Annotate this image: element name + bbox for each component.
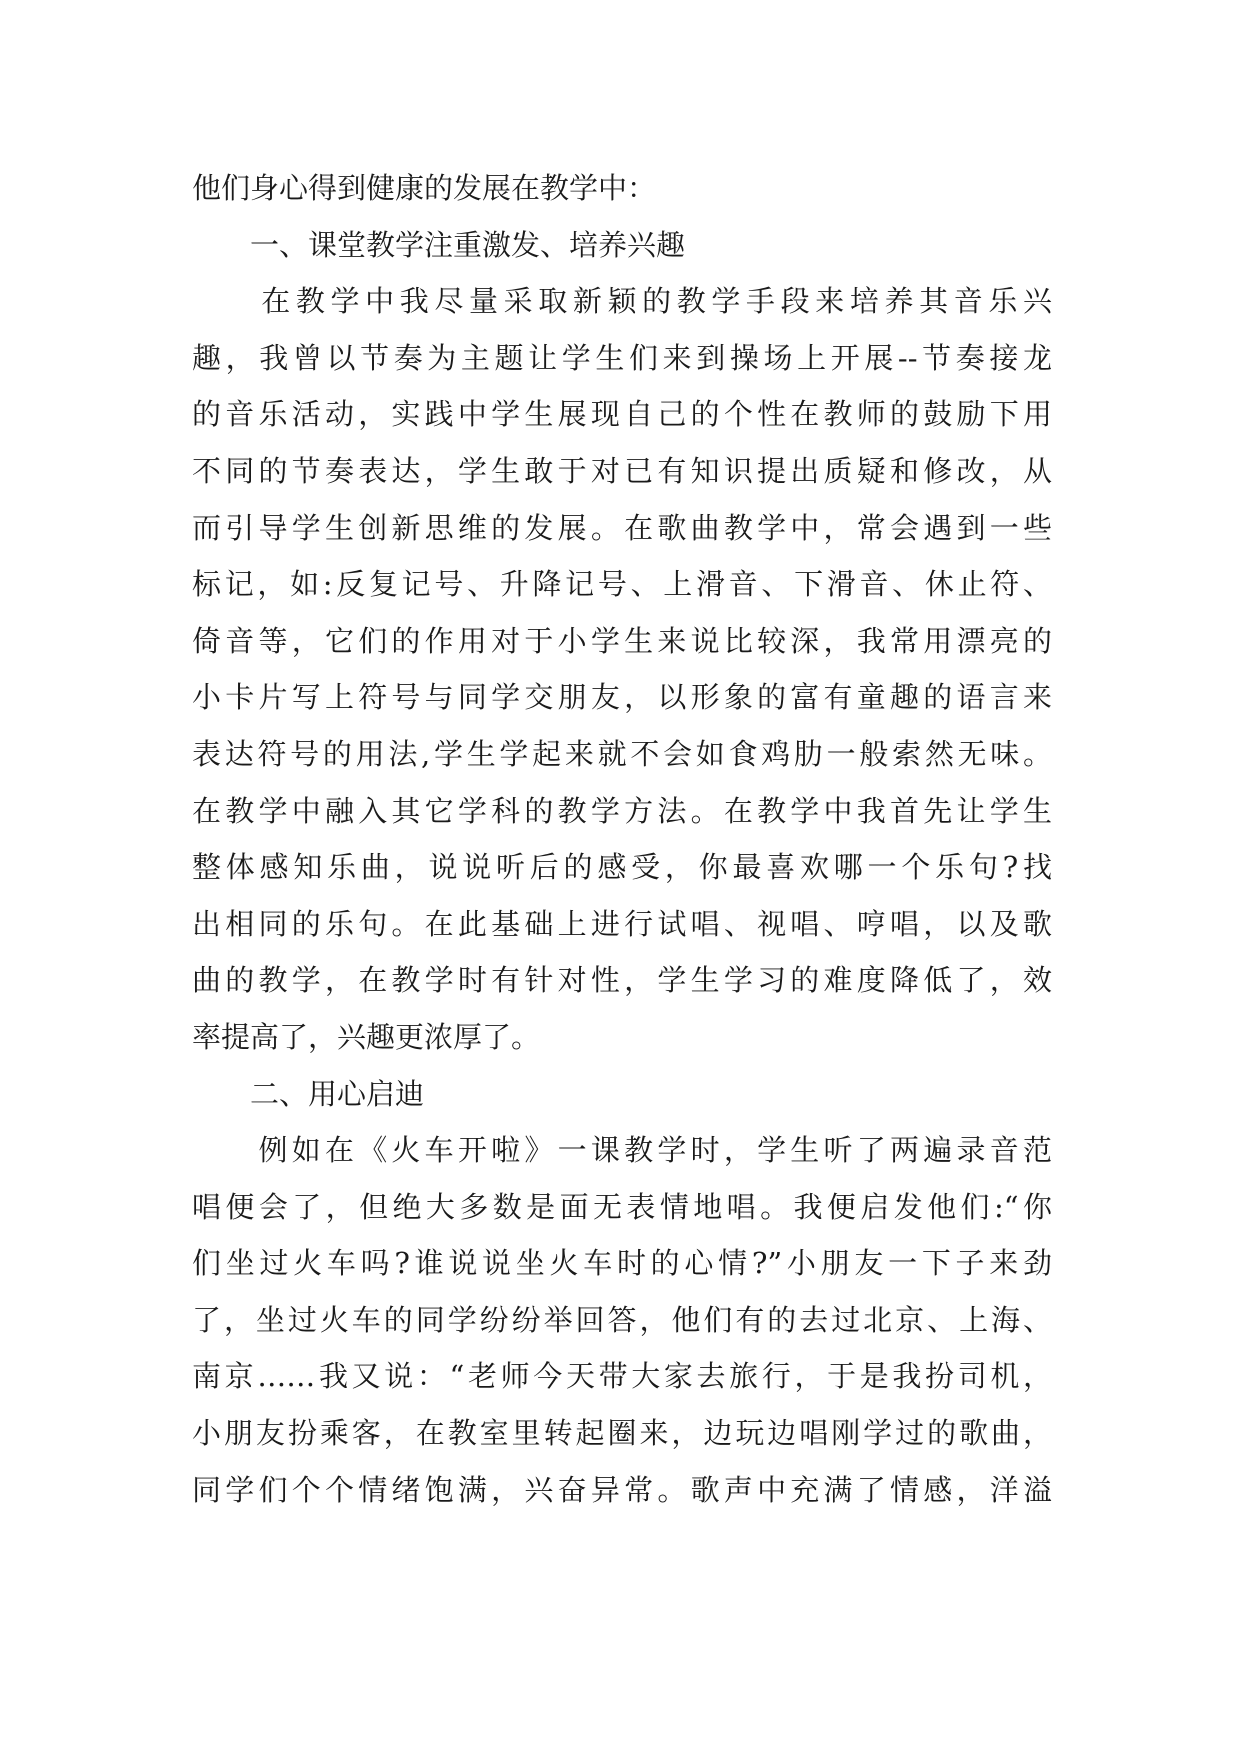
text-line: 小卡片写上符号与同学交朋友，以形象的富有童趣的语言来: [192, 680, 1052, 715]
text-line: 趣，我曾以节奏为主题让学生们来到操场上开展--节奏接龙: [192, 340, 1052, 375]
text-line: 倚音等，它们的作用对于小学生来说比较深，我常用漂亮的: [192, 623, 1052, 658]
text-line: 曲的教学，在教学时有针对性，学生学习的难度降低了，效: [192, 963, 1052, 998]
text-line: 例如在《火车开啦》一课教学时，学生听了两遍录音范: [192, 1133, 1052, 1168]
text-line: 小朋友扮乘客，在教室里转起圈来，边玩边唱刚学过的歌曲，: [192, 1416, 1052, 1451]
text-line: 了，坐过火车的同学纷纷举回答，他们有的去过北京、上海、: [192, 1302, 1052, 1337]
text-line: 的音乐活动，实践中学生展现自己的个性在教师的鼓励下用: [192, 397, 1052, 432]
text-line: 出相同的乐句。在此基础上进行试唱、视唱、哼唱，以及歌: [192, 906, 1052, 941]
text-line: 率提高了，兴趣更浓厚了。: [192, 1019, 541, 1054]
text-line: 在教学中我尽量采取新颖的教学手段来培养其音乐兴: [192, 284, 1052, 319]
text-line: 们坐过火车吗?谁说说坐火车时的心情?”小朋友一下子来劲: [192, 1246, 1052, 1281]
section-heading: 二、用心启迪: [192, 1076, 425, 1111]
body-text: [192, 160, 1052, 1518]
text-line: 表达符号的用法,学生学起来就不会如食鸡肋一般索然无味。: [192, 736, 1052, 771]
section-heading: 一、课堂教学注重激发、培养兴趣: [192, 227, 686, 262]
text-line: 南京……我又说：“老师今天带大家去旅行，于是我扮司机，: [192, 1359, 1052, 1394]
text-line: 标记，如:反复记号、升降记号、上滑音、下滑音、休止符、: [192, 567, 1052, 602]
text-line: 在教学中融入其它学科的教学方法。在教学中我首先让学生: [192, 793, 1052, 828]
text-line: 而引导学生创新思维的发展。在歌曲教学中，常会遇到一些: [192, 510, 1052, 545]
text-line: 他们身心得到健康的发展在教学中：: [192, 171, 657, 205]
text-line: 唱便会了，但绝大多数是面无表情地唱。我便启发他们:“你: [192, 1189, 1052, 1224]
text-line: 同学们个个情绪饱满，兴奋异常。歌声中充满了情感，洋溢: [192, 1472, 1052, 1507]
text-line: 整体感知乐曲，说说听后的感受，你最喜欢哪一个乐句?找: [192, 850, 1052, 885]
text-line: 不同的节奏表达，学生敢于对已有知识提出质疑和修改，从: [192, 453, 1052, 488]
